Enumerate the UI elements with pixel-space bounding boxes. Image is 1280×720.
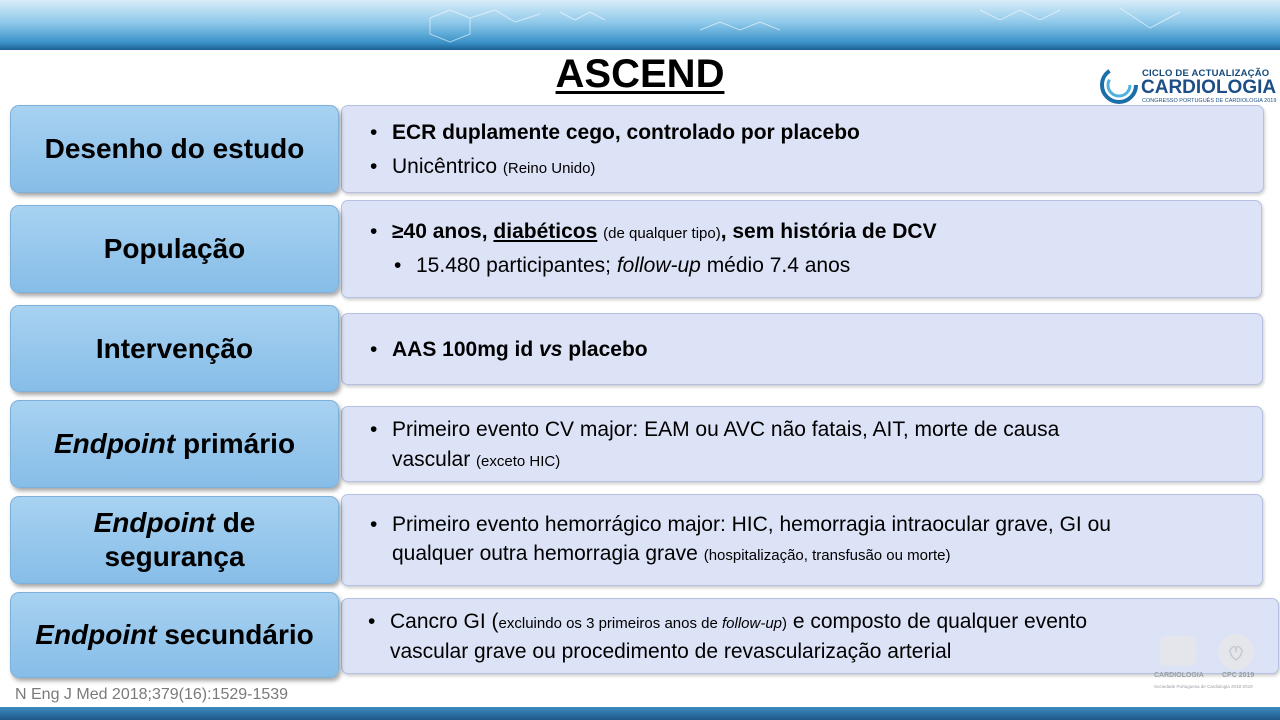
bottom-bar [0,707,1280,720]
row-secondary-endpoint [10,592,1264,678]
row-content-secondary-endpoint [341,598,1279,674]
molecule-decoration-icon [0,0,1280,50]
label-text: Endpoint primário [53,428,296,459]
row-intervention [10,305,1264,392]
row-content-study-design [341,105,1264,193]
primary-line-2: vascular (exceto HIC) [392,448,561,471]
row-label-safety-endpoint [10,496,339,584]
bullet-icon: • [370,513,378,536]
row-primary-endpoint [10,400,1264,488]
row-safety-endpoint [10,496,1264,584]
safety-line-2: qualquer outra hemorragia grave (hospitalização, transfusão ou morte) [392,542,951,565]
secondary-line-1: Cancro GI (excluindo os 3 primeiros anos de follow-up) e composto de qualquer evento [390,610,1088,633]
row-population [10,205,1264,293]
row-study-design [10,105,1264,193]
bullet-icon: • [370,338,378,361]
row-label-secondary-endpoint [10,592,339,678]
row-content-population [341,200,1262,298]
watermark-footer-text: Sociedade Portuguesa de Cardiologia 2018-2019 [1154,684,1253,689]
row-content-safety-endpoint [341,494,1263,586]
reference-citation: N Eng J Med 2018;379(16):1529-1539 [15,686,289,703]
watermark-right-text: CPC 2019 [1222,672,1255,679]
population-sub-bullet: 15.480 participantes; follow-up médio 7.4 anos [416,254,851,277]
secondary-line-2: vascular grave ou procedimento de revascularização arterial [390,640,952,663]
row-content-intervention [341,313,1263,385]
label-text: Desenho do estudo [44,133,305,164]
safety-line-1: Primeiro evento hemorrágico major: HIC, hemorragia intraocular grave, GI ou [392,513,1111,536]
intervention-bullet-1: AAS 100mg id vs placebo [392,338,648,361]
bullet-icon: • [394,254,402,277]
label-line-1: Endpoint de [93,507,256,538]
bullet-icon: • [370,220,378,243]
label-text: Intervenção [95,332,254,364]
design-bullet-1: ECR duplamente cego, controlado por placebo [392,121,860,144]
label-text: População [103,233,246,264]
population-bullet-1: ≥40 anos, diabéticos (de qualquer tipo), sem história de DCV [392,220,937,243]
logo-line2: CARDIOLOGIA [1141,77,1277,98]
logo-ring-icon [1098,64,1140,106]
design-bullet-2: Unicêntrico (Reino Unido) [392,155,596,178]
logo-line1: CICLO DE ACTUALIZAÇÃO [1142,68,1270,79]
row-label-primary-endpoint [10,400,339,488]
cardiologia-logo [1098,62,1277,108]
bullet-icon: • [368,610,376,633]
primary-line-1: Primeiro evento CV major: EAM ou AVC não fatais, AIT, morte de causa [392,418,1060,441]
top-banner [0,0,1280,50]
label-line-2: segurança [104,541,245,572]
bullet-icon: • [370,121,378,144]
label-text: Endpoint secundário [35,619,314,650]
row-label-population [10,205,339,293]
watermark-logos [1150,632,1270,694]
row-content-primary-endpoint [341,406,1263,482]
row-label-intervention [10,305,339,392]
bullet-icon: • [370,418,378,441]
row-label-study-design [10,105,339,193]
slide-title: ASCEND [555,52,725,96]
logo-line3: CONGRESSO PORTUGUÊS DE CARDIOLOGIA 2019 [1142,98,1277,104]
bullet-icon: • [370,155,378,178]
watermark-left-text: CARDIOLOGIA [1154,672,1204,679]
